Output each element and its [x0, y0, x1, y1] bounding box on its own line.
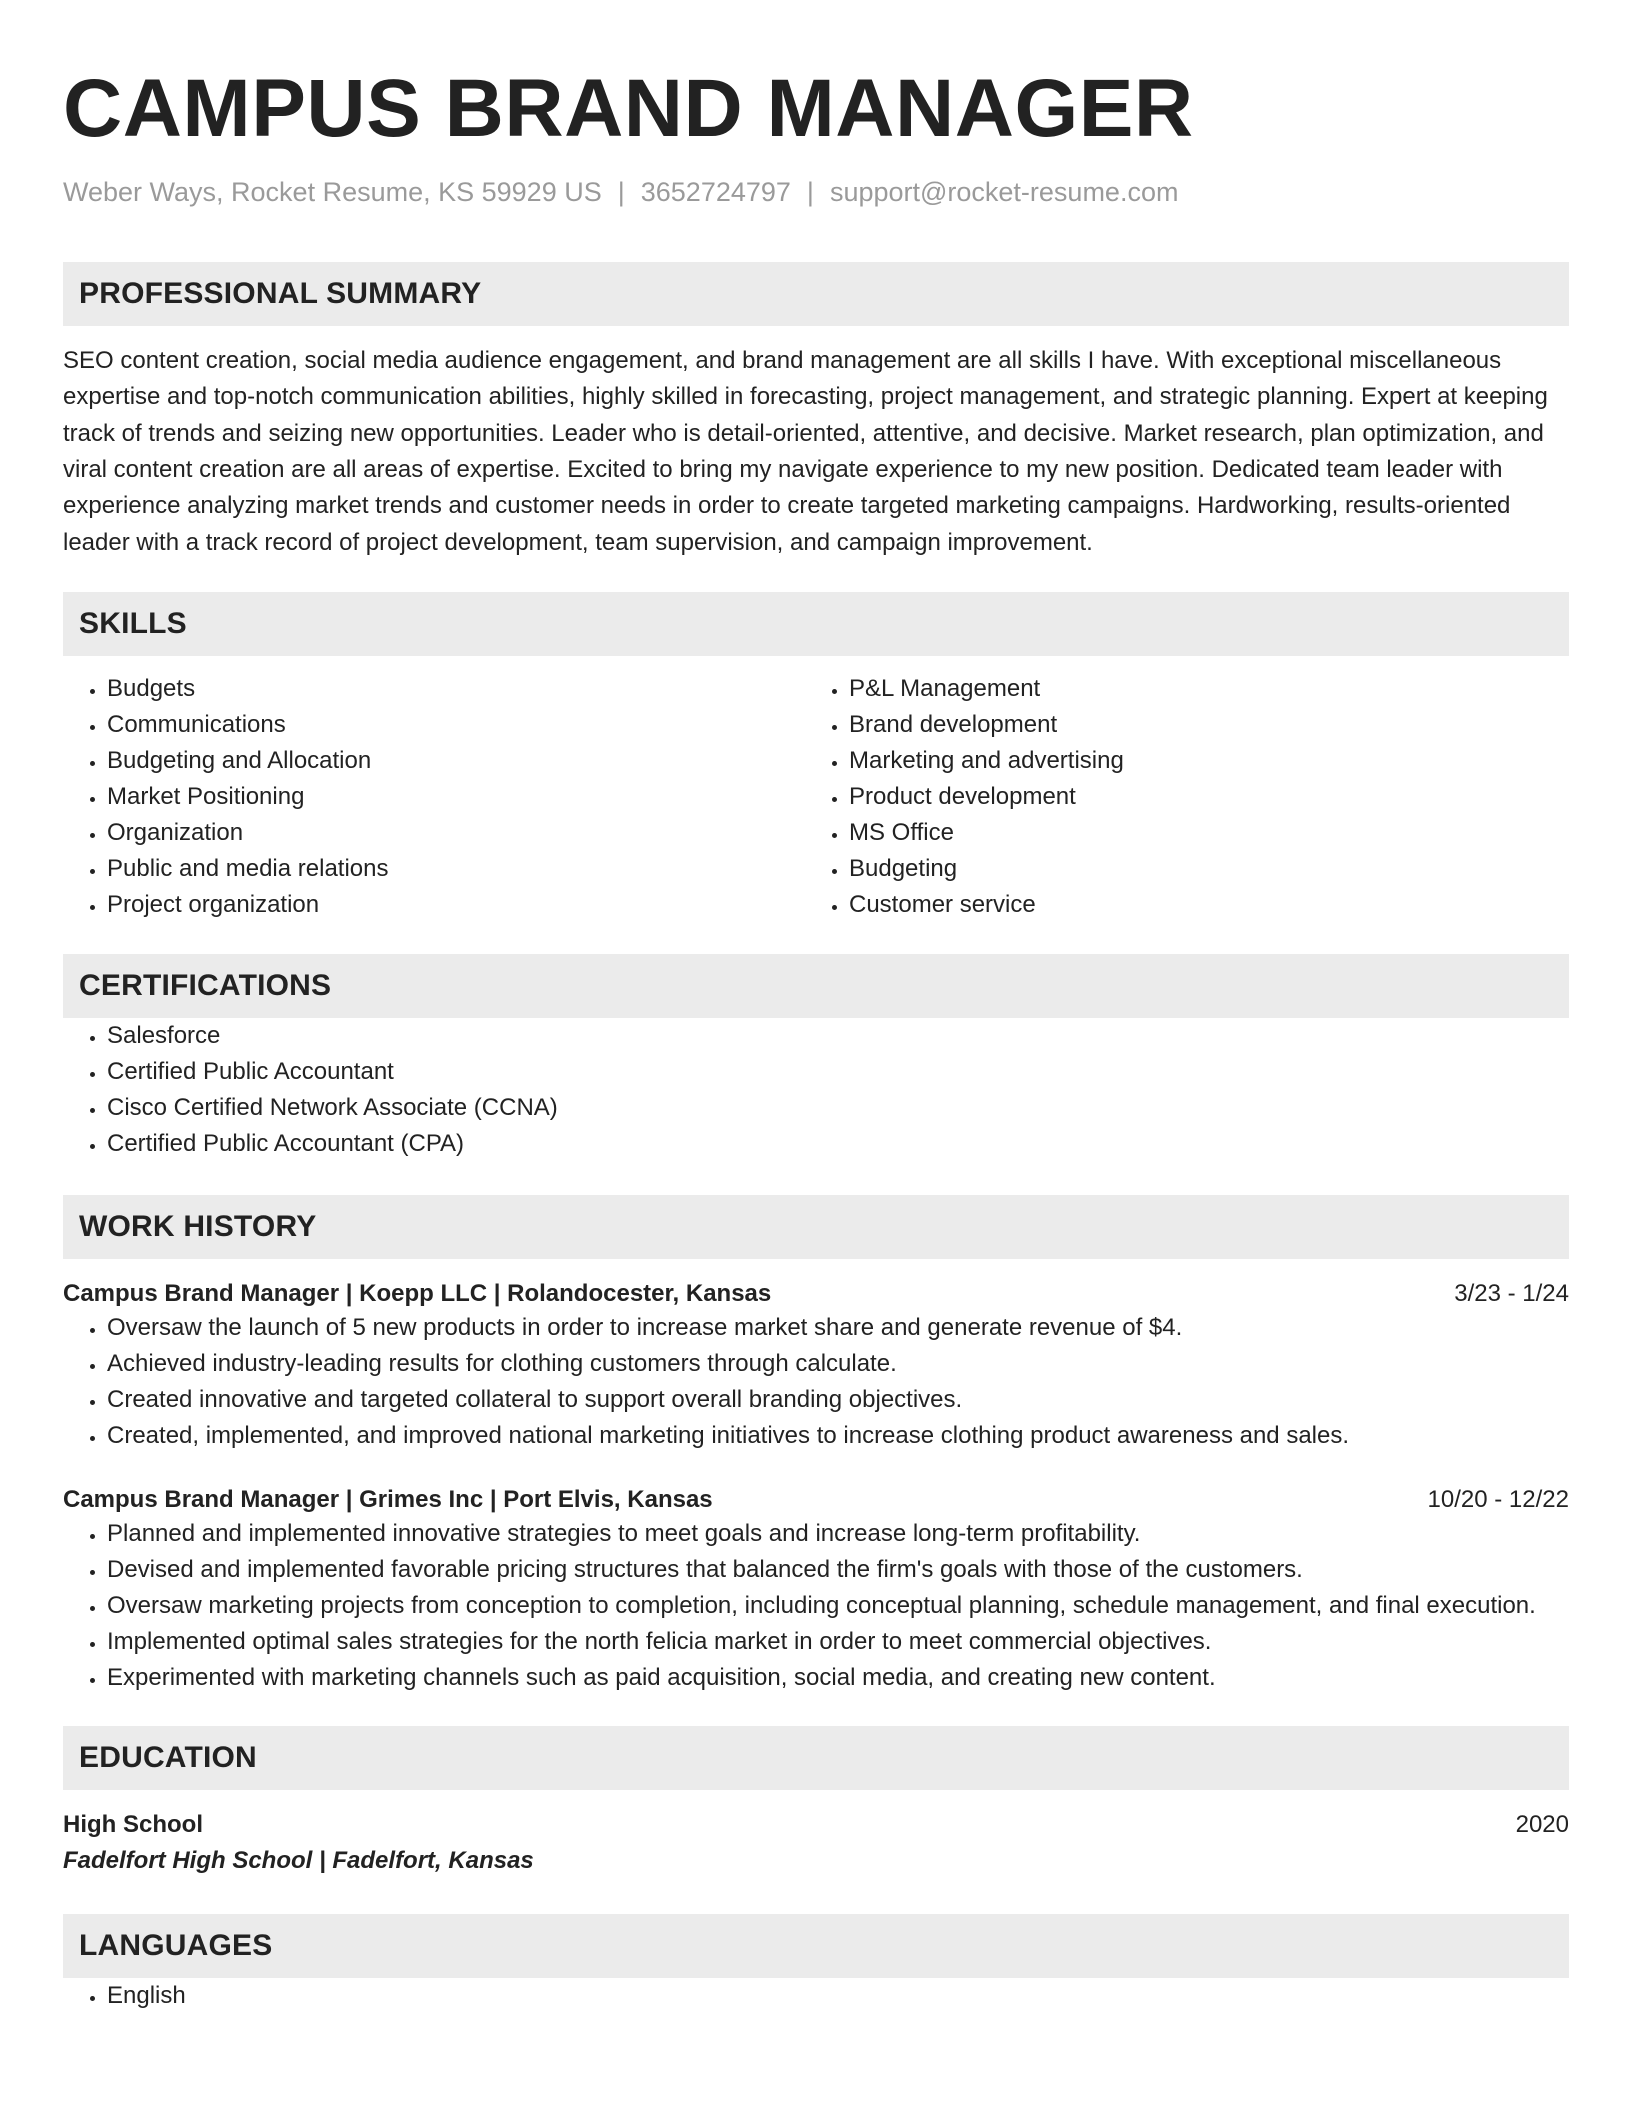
contact-phone: 3652724797 — [640, 177, 791, 208]
skill-item: • Project organization — [107, 887, 805, 923]
section-header-languages: LANGUAGES — [63, 1914, 1569, 1978]
job-bullet: • Created, implemented, and improved national marketing initiatives to increase clothing product awareness and sales. — [107, 1418, 1569, 1454]
certification-item: • Certified Public Accountant — [107, 1054, 1569, 1090]
summary-text: SEO content creation, social media audience engagement, and brand management are all skills I have. With exceptional miscellaneous expertise and top-notch communication abilities, highly skilled in forecasting, project management, and strategic planning. Expert at keeping track of trends and seizing new opportunities. Leader who is detail-oriented, attentive, and decisive. Market research, plan optimization, and viral content creation are all areas of expertise. Excited to bring my navigate experience to my new position. Dedicated team leader with experience analyzing market trends and customer needs in order to create targeted marketing campaigns. Hardworking, results-oriented leader with a track record of project development, team supervision, and campaign improvement. — [63, 346, 1548, 556]
section-header-education: EDUCATION — [63, 1726, 1569, 1790]
section-header-certifications: CERTIFICATIONS — [63, 954, 1569, 1018]
certification-item: • Cisco Certified Network Associate (CCNA) — [107, 1090, 1569, 1126]
skill-item: • Communications — [107, 707, 805, 743]
skills-left-list — [63, 671, 805, 923]
skills-right-column — [805, 671, 1547, 923]
job-entry — [63, 1484, 1569, 1696]
skill-item: • Budgeting — [849, 851, 1547, 887]
skill-item: • Budgeting and Allocation — [107, 743, 805, 779]
job-entry — [63, 1278, 1569, 1454]
certification-item: • Salesforce — [107, 1018, 1569, 1054]
skill-item: • Market Positioning — [107, 779, 805, 815]
language-item: • English — [107, 1978, 1569, 2014]
skill-item: • MS Office — [849, 815, 1547, 851]
job-bullet: • Created innovative and targeted collateral to support overall branding objectives. — [107, 1382, 1569, 1418]
education-school: Fadelfort High School | Fadelfort, Kansas — [63, 1847, 534, 1875]
languages-list — [63, 1978, 1569, 2014]
skill-item: • Organization — [107, 815, 805, 851]
job-header — [63, 1484, 1569, 1516]
contact-line — [63, 176, 1569, 208]
contact-email: support@rocket-resume.com — [829, 177, 1179, 208]
education-degree: High School — [63, 1811, 203, 1839]
job-dates: 10/20 - 12/22 — [1427, 1486, 1569, 1514]
skill-item: • Budgets — [107, 671, 805, 707]
skill-item: • P&L Management — [849, 671, 1547, 707]
contact-separator: | — [806, 177, 814, 208]
skills-columns — [63, 671, 1569, 923]
skill-item: • Public and media relations — [107, 851, 805, 887]
job-dates: 3/23 - 1/24 — [1454, 1280, 1569, 1308]
job-bullet: • Oversaw marketing projects from conception to completion, including conceptual planning, schedule management, and final execution. — [107, 1588, 1569, 1624]
education-year: 2020 — [1515, 1811, 1569, 1839]
skills-right-list — [805, 671, 1547, 923]
job-bullets — [63, 1516, 1569, 1696]
job-bullet: • Oversaw the launch of 5 new products in order to increase market share and generate revenue of $4. — [107, 1310, 1569, 1346]
job-title: Campus Brand Manager | Grimes Inc | Port Elvis, Kansas — [63, 1486, 713, 1514]
job-bullet: • Implemented optimal sales strategies for the north felicia market in order to meet commercial objectives. — [107, 1624, 1569, 1660]
section-header-skills: SKILLS — [63, 592, 1569, 656]
skill-item: • Product development — [849, 779, 1547, 815]
contact-address: Weber Ways, Rocket Resume, KS 59929 US — [63, 177, 602, 208]
education-header — [63, 1808, 1569, 1842]
job-bullet: • Achieved industry-leading results for clothing customers through calculate. — [107, 1346, 1569, 1382]
job-bullet: • Experimented with marketing channels such as paid acquisition, social media, and creating new content. — [107, 1660, 1569, 1696]
skill-item: • Customer service — [849, 887, 1547, 923]
resume-name: CAMPUS BRAND MANAGER — [63, 63, 1194, 154]
section-header-work-history: WORK HISTORY — [63, 1195, 1569, 1259]
skills-left-column — [63, 671, 805, 923]
certification-item: • Certified Public Accountant (CPA) — [107, 1126, 1569, 1162]
job-bullet: • Devised and implemented favorable pricing structures that balanced the firm's goals with those of the customers. — [107, 1552, 1569, 1588]
job-title: Campus Brand Manager | Koepp LLC | Rolandocester, Kansas — [63, 1280, 772, 1308]
contact-separator: | — [617, 177, 625, 208]
section-header-summary: PROFESSIONAL SUMMARY — [63, 262, 1569, 326]
job-header — [63, 1278, 1569, 1310]
job-bullets — [63, 1310, 1569, 1454]
skill-item: • Brand development — [849, 707, 1547, 743]
job-bullet: • Planned and implemented innovative strategies to meet goals and increase long-term profitability. — [107, 1516, 1569, 1552]
skill-item: • Marketing and advertising — [849, 743, 1547, 779]
certifications-list — [63, 1018, 1569, 1162]
